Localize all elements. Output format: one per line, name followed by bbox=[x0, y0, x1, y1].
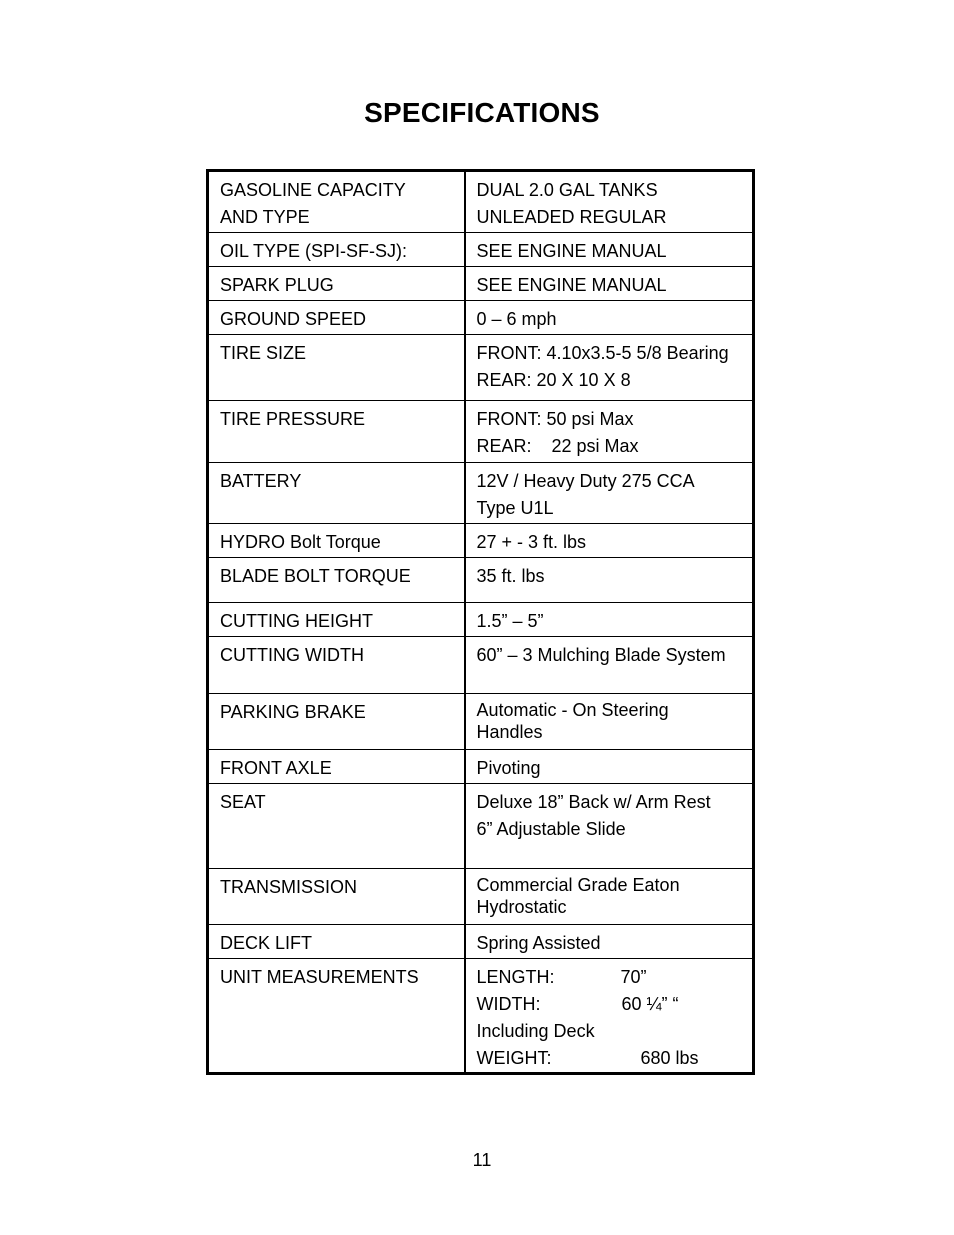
spec-label: HYDRO Bolt Torque bbox=[208, 524, 465, 558]
table-row bbox=[208, 267, 754, 301]
table-row bbox=[208, 925, 754, 959]
spec-value: FRONT: 50 psi Max REAR: 22 psi Max bbox=[465, 401, 754, 463]
spec-value: DUAL 2.0 GAL TANKS UNLEADED REGULAR bbox=[465, 171, 754, 233]
table-row bbox=[208, 603, 754, 637]
spec-value: Commercial Grade Eaton Hydrostatic bbox=[465, 869, 754, 925]
spec-label: TIRE SIZE bbox=[208, 335, 465, 401]
spec-label: DECK LIFT bbox=[208, 925, 465, 959]
table-row bbox=[208, 171, 754, 233]
spec-value: SEE ENGINE MANUAL bbox=[465, 233, 754, 267]
spec-label: GROUND SPEED bbox=[208, 301, 465, 335]
table-row bbox=[208, 335, 754, 401]
spec-value: Automatic - On Steering Handles bbox=[465, 694, 754, 750]
table-row bbox=[208, 694, 754, 750]
spec-value: 0 – 6 mph bbox=[465, 301, 754, 335]
table-row bbox=[208, 401, 754, 463]
spec-label: TRANSMISSION bbox=[208, 869, 465, 925]
spec-label: UNIT MEASUREMENTS bbox=[208, 959, 465, 1074]
spec-label: CUTTING WIDTH bbox=[208, 637, 465, 694]
table-row bbox=[208, 233, 754, 267]
spec-value: 35 ft. lbs bbox=[465, 558, 754, 603]
spec-label: BLADE BOLT TORQUE bbox=[208, 558, 465, 603]
spec-label: GASOLINE CAPACITY AND TYPE bbox=[208, 171, 465, 233]
spec-label: BATTERY bbox=[208, 463, 465, 524]
table-row bbox=[208, 524, 754, 558]
table-row bbox=[208, 637, 754, 694]
spec-value: FRONT: 4.10x3.5-5 5/8 Bearing REAR: 20 X 10 X 8 bbox=[465, 335, 754, 401]
spec-value: 1.5” – 5” bbox=[465, 603, 754, 637]
table-row bbox=[208, 869, 754, 925]
table-row bbox=[208, 959, 754, 1074]
spec-value: Deluxe 18” Back w/ Arm Rest 6” Adjustable Slide bbox=[465, 784, 754, 869]
spec-value: 27 + - 3 ft. lbs bbox=[465, 524, 754, 558]
table-row bbox=[208, 463, 754, 524]
table-row bbox=[208, 750, 754, 784]
spec-value: Spring Assisted bbox=[465, 925, 754, 959]
spec-value: LENGTH: 70” WIDTH: 60 ¼” “ Including Deck WEIGHT: 680 lbs bbox=[465, 959, 754, 1074]
spec-label: PARKING BRAKE bbox=[208, 694, 465, 750]
specifications-table bbox=[206, 169, 755, 1075]
table-row bbox=[208, 558, 754, 603]
spec-value: SEE ENGINE MANUAL bbox=[465, 267, 754, 301]
table-row bbox=[208, 301, 754, 335]
spec-label: OIL TYPE (SPI-SF-SJ): bbox=[208, 233, 465, 267]
spec-label: TIRE PRESSURE bbox=[208, 401, 465, 463]
spec-label: FRONT AXLE bbox=[208, 750, 465, 784]
table-row bbox=[208, 784, 754, 869]
spec-value: 12V / Heavy Duty 275 CCA Type U1L bbox=[465, 463, 754, 524]
spec-label: CUTTING HEIGHT bbox=[208, 603, 465, 637]
spec-label: SPARK PLUG bbox=[208, 267, 465, 301]
spec-value: 60” – 3 Mulching Blade System bbox=[465, 637, 754, 694]
page-number: 11 bbox=[472, 1150, 492, 1170]
spec-label: SEAT bbox=[208, 784, 465, 869]
page-title: SPECIFICATIONS bbox=[364, 97, 600, 128]
spec-value: Pivoting bbox=[465, 750, 754, 784]
